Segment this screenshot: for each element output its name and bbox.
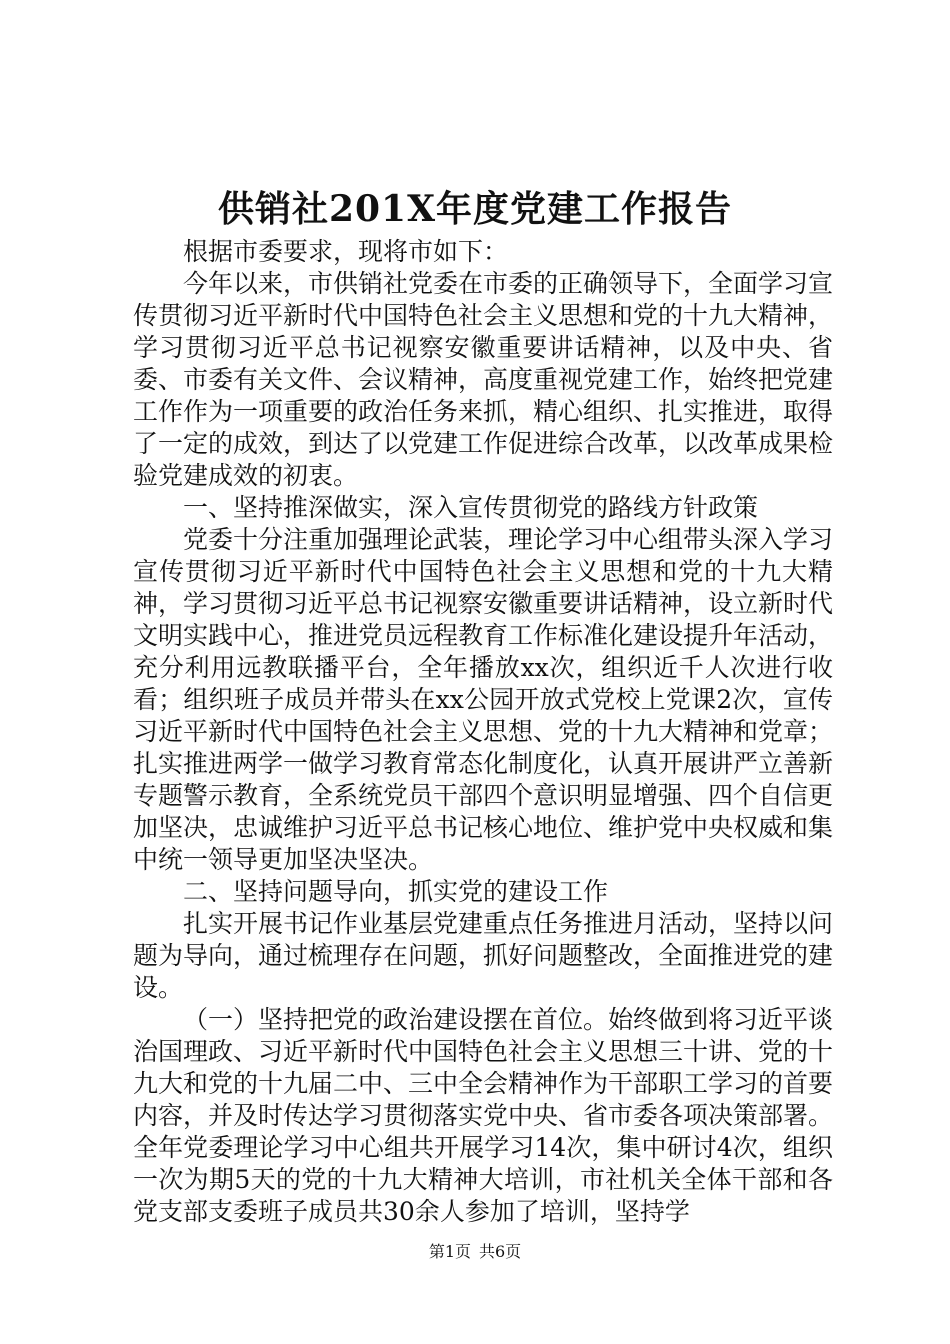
section-heading-1: 一、坚持推深做实，深入宣传贯彻党的路线方针政策 <box>183 493 759 522</box>
page-total: 共6页 <box>479 1242 522 1261</box>
overview-paragraph: 今年以来，市供销社党委在市委的正确领导下，全面学习宣传贯彻习近平新时代中国特色社会主义思想和党的十九大精神，学习贯彻习近平总书记视察安徽重要讲话精神，以及中央、省委、市委有关文件、会议精神，高度重视党建工作，始终把党建工作作为一项重要的政治任务来抓，精心组织、扎实推进，取得了一定的成效，到达了以党建工作促进综合改革，以改革成果检验党建成效的初衷。 <box>133 269 834 490</box>
intro-paragraph: 根据市委要求，现将市如下： <box>183 237 509 266</box>
subsection-1-paragraph: （一）坚持把党的政治建设摆在首位。始终做到将习近平谈治国理政、习近平新时代中国特色社会主义思想三十讲、党的十九大和党的十九届二中、三中全会精神作为干部职工学习的首要内容，并及时传达学习贯彻落实党中央、省市委各项决策部署。全年党委理论学习中心组共开展学习14次，集中研讨4次，组织一次为期5天的党的十九大精神大培训，市社机关全体干部和各党支部支委班子成员共30余人参加了培训，坚持学 <box>133 1005 834 1226</box>
page-number: 第1页 <box>428 1242 471 1261</box>
section-heading-2: 二、坚持问题导向，抓实党的建设工作 <box>183 877 609 906</box>
page-footer <box>0 1240 950 1264</box>
document-title: 供销社201X年度党建工作报告 <box>217 188 733 230</box>
document-body <box>133 236 833 1228</box>
section-2-paragraph: 扎实开展书记作业基层党建重点任务推进月活动，坚持以问题为导向，通过梳理存在问题，抓好问题整改，全面推进党的建设。 <box>133 909 834 1002</box>
section-1-paragraph: 党委十分注重加强理论武装，理论学习中心组带头深入学习宣传贯彻习近平新时代中国特色社会主义思想和党的十九大精神，学习贯彻习近平总书记视察安徽重要讲话精神，设立新时代文明实践中心，推进党员远程教育工作标准化建设提升年活动，充分利用远教联播平台，全年播放xx次，组织近千人次进行收看；组织班子成员并带头在xx公园开放式党校上党课2次，宣传习近平新时代中国特色社会主义思想、党的十九大精神和党章；扎实推进两学一做学习教育常态化制度化，认真开展讲严立善新专题警示教育，全系统党员干部四个意识明显增强、四个自信更加坚决，忠诚维护习近平总书记核心地位、维护党中央权威和集中统一领导更加坚决坚决。 <box>133 525 834 874</box>
